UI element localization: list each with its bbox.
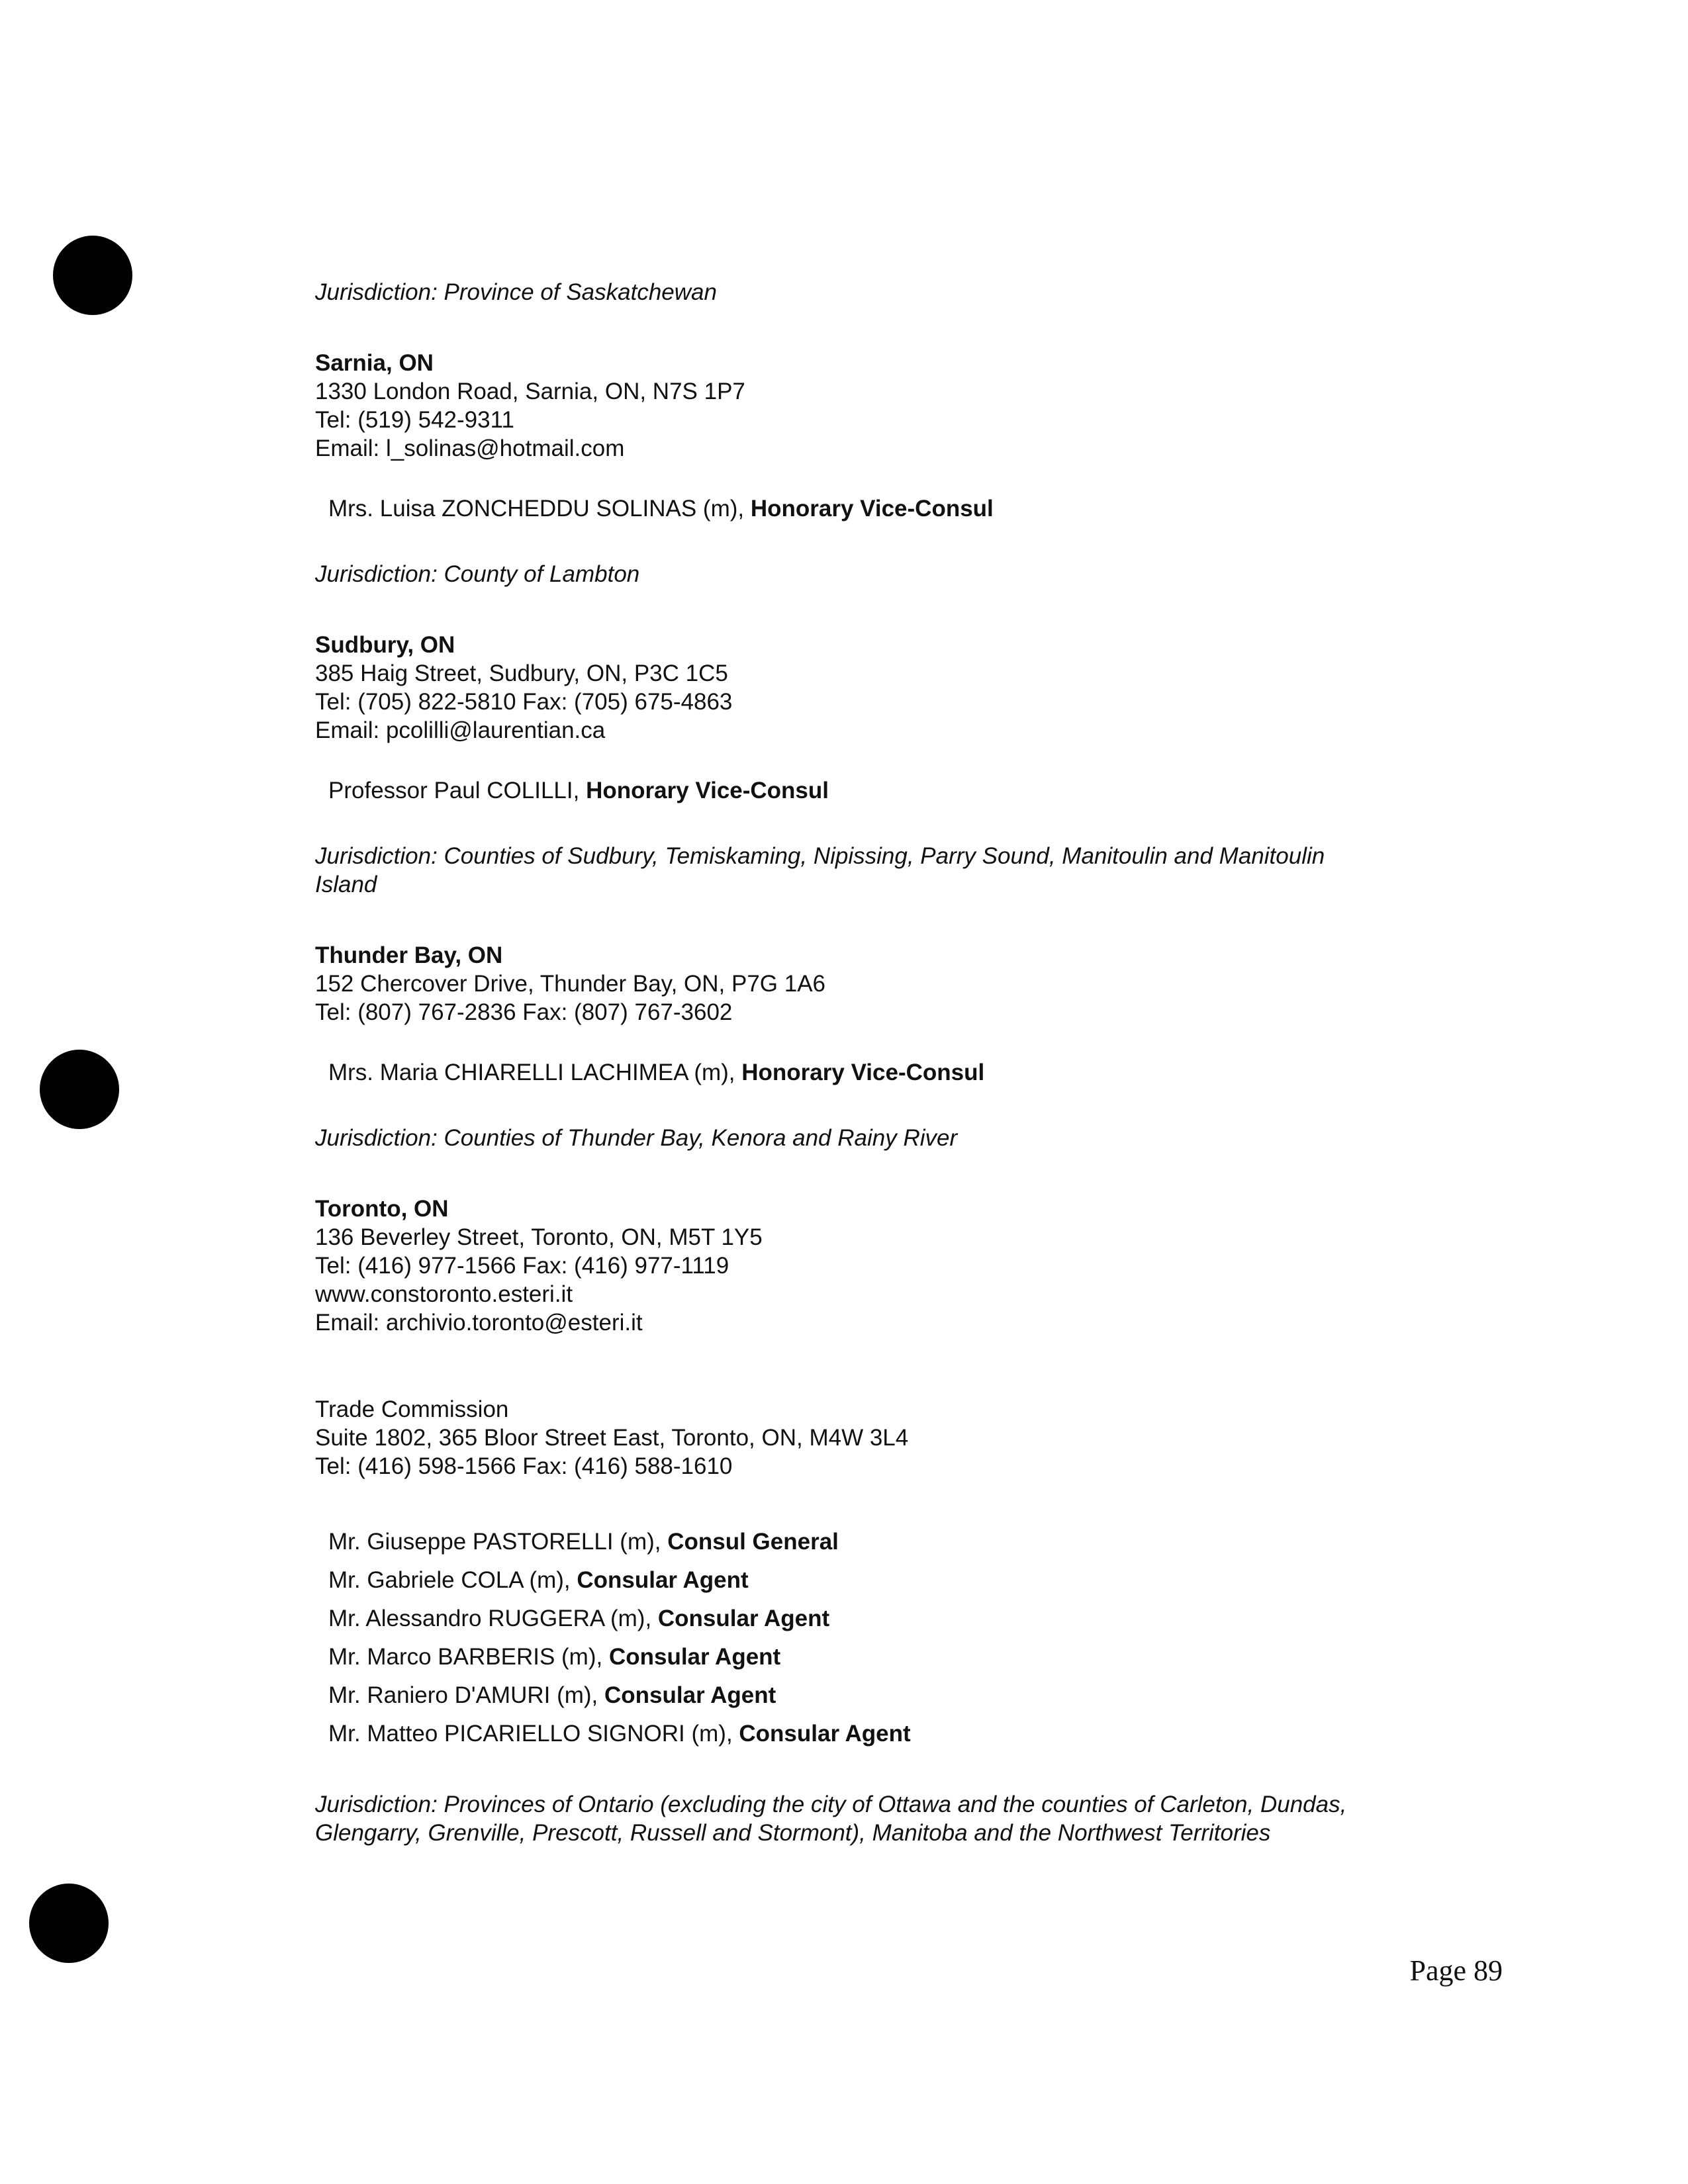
office-address: 136 Beverley Street, Toronto, ON, M5T 1Y5 — [315, 1224, 763, 1250]
office-email: Email: archivio.toronto@esteri.it — [315, 1310, 643, 1336]
person-role: Honorary Vice-Consul — [744, 496, 994, 522]
office-address: 152 Chercover Drive, Thunder Bay, ON, P7G 1A6 — [315, 971, 826, 997]
office-tel: Tel: (519) 542-9311 — [315, 407, 514, 433]
person-entry — [315, 1715, 1407, 1753]
office-email: Email: l_solinas@hotmail.com — [315, 435, 625, 461]
office-tel: Tel: (807) 767-2836 Fax: (807) 767-3602 — [315, 999, 733, 1025]
person-role: Consular Agent — [570, 1567, 749, 1593]
office-address: 1330 London Road, Sarnia, ON, N7S 1P7 — [315, 379, 745, 404]
person-name: Mr. Gabriele COLA (m), — [328, 1567, 571, 1593]
jurisdiction-label: Jurisdiction: — [315, 1125, 438, 1151]
person-role: Consular Agent — [598, 1682, 776, 1708]
person-name: Mr. Marco BARBERIS (m), — [328, 1644, 603, 1670]
punch-hole — [40, 1050, 119, 1129]
office-sudbury — [315, 631, 1407, 745]
person-name: Mr. Alessandro RUGGERA (m), — [328, 1606, 652, 1631]
person-role: Consul General — [661, 1529, 839, 1555]
jurisdiction-value: Counties of Thunder Bay, Kenora and Rainy River — [437, 1125, 958, 1151]
jurisdiction-label: Jurisdiction: — [315, 843, 438, 869]
office-title: Sudbury, ON — [315, 632, 455, 658]
office-title: Thunder Bay, ON — [315, 942, 503, 968]
jurisdiction-sarnia — [315, 560, 1407, 588]
jurisdiction-value: Provinces of Ontario (excluding the city of Ottawa and the counties of Carleton, Dundas, Glengarry, Grenville, Prescott, Russell and Stormont), Manitoba and the Northwest Territories — [315, 1792, 1347, 1846]
person-role: Honorary Vice-Consul — [735, 1060, 985, 1085]
person-name: Professor Paul COLILLI, — [328, 778, 580, 803]
jurisdiction-label: Jurisdiction: — [315, 279, 438, 305]
trade-tel: Tel: (416) 598-1566 Fax: (416) 588-1610 — [315, 1453, 733, 1479]
office-title: Sarnia, ON — [315, 350, 434, 376]
person-name: Mr. Matteo PICARIELLO SIGNORI (m), — [328, 1721, 733, 1747]
jurisdiction-saskatchewan — [315, 278, 1407, 306]
punch-hole — [53, 236, 132, 315]
staff-list — [315, 1523, 1407, 1753]
person-name: Mr. Giuseppe PASTORELLI (m), — [328, 1529, 661, 1555]
trade-title: Trade Commission — [315, 1396, 509, 1422]
person-entry — [315, 1561, 1407, 1600]
person-name: Mr. Raniero D'AMURI (m), — [328, 1682, 598, 1708]
jurisdiction-sudbury — [315, 842, 1348, 899]
jurisdiction-toronto — [315, 1790, 1348, 1847]
person-name: Mrs. Luisa ZONCHEDDU SOLINAS (m), — [328, 496, 745, 522]
trade-commission — [315, 1395, 1407, 1480]
person-entry — [315, 1676, 1407, 1715]
jurisdiction-value: Province of Saskatchewan — [437, 279, 717, 305]
jurisdiction-label: Jurisdiction: — [315, 1792, 438, 1817]
page-number: Page 89 — [1409, 1954, 1503, 1987]
office-sarnia — [315, 349, 1407, 463]
person-role: Consular Agent — [732, 1721, 911, 1747]
office-title: Toronto, ON — [315, 1196, 449, 1222]
punch-hole — [29, 1884, 109, 1963]
person-entry — [315, 494, 1407, 523]
office-email: Email: pcolilli@laurentian.ca — [315, 717, 606, 743]
person-role: Consular Agent — [602, 1644, 781, 1670]
person-entry — [315, 1600, 1407, 1638]
jurisdiction-value: Counties of Sudbury, Temiskaming, Nipissing, Parry Sound, Manitoulin and Manitoulin Island — [315, 843, 1325, 897]
office-tel: Tel: (416) 977-1566 Fax: (416) 977-1119 — [315, 1253, 729, 1279]
person-entry — [315, 776, 1407, 805]
person-entry — [315, 1523, 1407, 1561]
trade-address: Suite 1802, 365 Bloor Street East, Toronto, ON, M4W 3L4 — [315, 1425, 909, 1451]
person-role: Honorary Vice-Consul — [579, 778, 829, 803]
person-name: Mrs. Maria CHIARELLI LACHIMEA (m), — [328, 1060, 735, 1085]
person-entry — [315, 1058, 1407, 1087]
office-tel: Tel: (705) 822-5810 Fax: (705) 675-4863 — [315, 689, 733, 715]
person-entry — [315, 1638, 1407, 1676]
jurisdiction-thunder-bay — [315, 1124, 1407, 1152]
office-thunder-bay — [315, 941, 1407, 1026]
jurisdiction-label: Jurisdiction: — [315, 561, 438, 587]
jurisdiction-value: County of Lambton — [437, 561, 640, 587]
office-address: 385 Haig Street, Sudbury, ON, P3C 1C5 — [315, 660, 728, 686]
office-website: www.constoronto.esteri.it — [315, 1281, 573, 1307]
person-role: Consular Agent — [651, 1606, 830, 1631]
document-body — [315, 278, 1407, 1847]
office-toronto — [315, 1195, 1407, 1337]
